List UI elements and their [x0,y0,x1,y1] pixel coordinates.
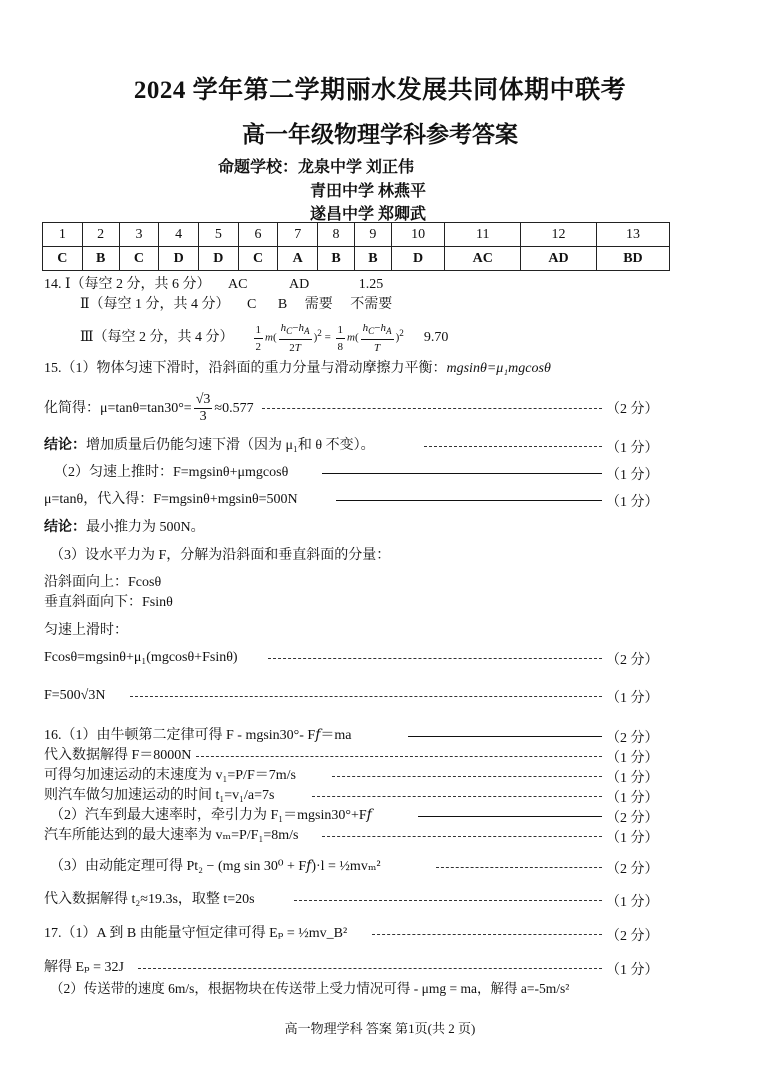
q15-p5: μ=tanθ，代入得：F=mgsinθ+mgsinθ=500N [44,492,298,507]
q15-p10: 匀速上滑时： [44,623,128,638]
question-number-cell: 2 [82,223,119,247]
q16-p3: 可得匀加速运动的末速度为 v₁=P/F＝7m/s [44,768,296,783]
question-number-cell: 3 [119,223,159,247]
score: （2 分） [606,862,659,877]
answer-cell: AD [521,247,597,271]
question-number-cell: 4 [159,223,199,247]
question-number-cell: 1 [43,223,83,247]
q15-p9: 垂直斜面向下：Fsinθ [44,595,173,610]
answer-cell: D [159,247,199,271]
dash-leader [130,696,602,697]
answer-cell: B [82,247,119,271]
solid-leader [322,473,602,474]
q16-p4: 则汽车做匀加速运动的时间 t₁=v₁/a=7s [44,788,275,803]
q14-formula: $\frac{1}{2}$ m( $\frac{h_C-h_A}{2T}$ )$^2$ = $\frac{1}{8}$ m( $\frac{h_C-h_A}{T}$ )$^2$ [255,322,404,355]
score: （1 分） [606,495,659,510]
q15-p8: 沿斜面向上：Fcosθ [44,575,162,590]
q17-p3: （2）传送带的速度 6m/s，根据物块在传送带上受力情况可得 - μmg = ma，解得 a=-5m/s² [50,981,570,996]
question-number-cell: 5 [198,223,238,247]
score: （2 分） [606,402,659,417]
author-line-2: 青田中学 林燕平 [310,183,427,200]
q14-line-1: 14. Ⅰ（每空 2 分，共 6 分） AC AD 1.25 [44,277,384,292]
solid-leader [336,500,602,501]
page-title: 2024 学年第二学期丽水发展共同体期中联考 [133,77,627,104]
answer-cell: D [391,247,445,271]
score: （1 分） [606,831,659,846]
score: （1 分） [606,468,659,483]
score: （1 分） [606,791,659,806]
dash-leader [312,796,602,797]
answer-cell: C [43,247,83,271]
score: （1 分） [606,751,659,766]
score: （1 分） [606,963,659,978]
solid-leader [418,816,602,817]
dash-leader [262,408,602,409]
dash-leader [424,446,602,447]
dash-leader [268,658,602,659]
dash-leader [322,836,602,837]
q16-p5: （2）汽车到最大速率时，牵引力为 F₁＝mgsin30°+F𝑓 [50,808,372,823]
answer-table [42,222,670,271]
question-number-cell: 13 [596,223,669,247]
q16-p7: （3）由动能定理可得 Pt₂ − (mg sin 30⁰ + F𝑓)·l = ½mvₘ² [50,859,381,874]
score: （1 分） [606,691,659,706]
q15-p7: （3）设水平力为 F，分解为沿斜面和垂直斜面的分量： [50,548,391,563]
answer-cell: C [238,247,278,271]
dash-leader [294,900,602,901]
q16-p1: 16.（1）由牛顿第二定律可得 F - mgsin30°- F𝑓＝ma [44,728,352,743]
answer-cell: B [354,247,391,271]
answer-cell: B [318,247,355,271]
dash-leader [436,867,602,868]
dash-leader [196,756,602,757]
q15-p4: （2）匀速上推时：F=mgsinθ+μmgcosθ [54,465,289,480]
q14-line-2: Ⅱ（每空 1 分，共 4 分） C B 需要 不需要 [80,297,393,312]
q17-p2: 解得 Eₚ = 32J [44,960,124,975]
q17-p1: 17.（1）A 到 B 由能量守恒定律可得 Eₚ = ½mv_B² [44,926,348,941]
dash-leader [332,776,602,777]
q16-p6: 汽车所能达到的最大速率为 vₘ=P/F₁=8m/s [44,828,299,843]
solid-leader [408,736,602,737]
score: （2 分） [606,653,659,668]
score: （1 分） [606,771,659,786]
dash-leader [138,968,602,969]
question-number-cell: 9 [354,223,391,247]
page-subtitle: 高一年级物理学科参考答案 [242,122,518,147]
dash-leader [372,934,602,935]
question-number-cell: 8 [318,223,355,247]
q16-p2: 代入数据解得 F＝8000N [44,748,192,763]
score: （2 分） [606,731,659,746]
question-number-cell: 10 [391,223,445,247]
answer-cell: AC [445,247,521,271]
answer-table-numbers [43,223,670,247]
page-footer: 高一物理学科 答案 第1页(共 2 页) [284,1021,476,1036]
score: （1 分） [606,441,659,456]
q16-p8: 代入数据解得 t₂≈19.3s，取整 t=20s [44,892,255,907]
question-number-cell: 6 [238,223,278,247]
q15-p12: F=500√3N [44,688,106,703]
score: （2 分） [606,929,659,944]
author-line-3: 遂昌中学 郑卿武 [310,206,427,223]
q15-p11: Fcosθ=mgsinθ+μ₁(mgcosθ+Fsinθ) [44,650,238,665]
answer-cell: C [119,247,159,271]
answer-cell: BD [596,247,669,271]
answer-cell: D [198,247,238,271]
q15-p3: 结论：增加质量后仍能匀速下滑（因为 μ₁和 θ 不变）。 [44,438,375,453]
score: （2 分） [606,811,659,826]
author-line-1: 命题学校：龙泉中学 刘正伟 [218,159,415,176]
question-number-cell: 12 [521,223,597,247]
q15-p6: 结论：最小推力为 500N。 [44,520,205,535]
q15-p2: 化简得：μ=tanθ=tan30°= $\frac{√3}{3}$ ≈0.577 [44,392,254,424]
answer-table-answers [43,247,670,271]
score: （1 分） [606,895,659,910]
q14-line-3: Ⅲ（每空 2 分，共 4 分） $\frac{1}{2}$ m( $\frac{h_C-h_A}{2T}$ )$^2$ = $\frac{1}{8}$ m( $\frac{h_C-h_A}{T}$ )$^2$ 9.70 [80,322,449,355]
question-number-cell: 7 [278,223,318,247]
answer-cell: A [278,247,318,271]
question-number-cell: 11 [445,223,521,247]
q15-p1: 15.（1）物体匀速下滑时，沿斜面的重力分量与滑动摩擦力平衡：mgsinθ=μ₁mgcosθ [44,361,551,376]
